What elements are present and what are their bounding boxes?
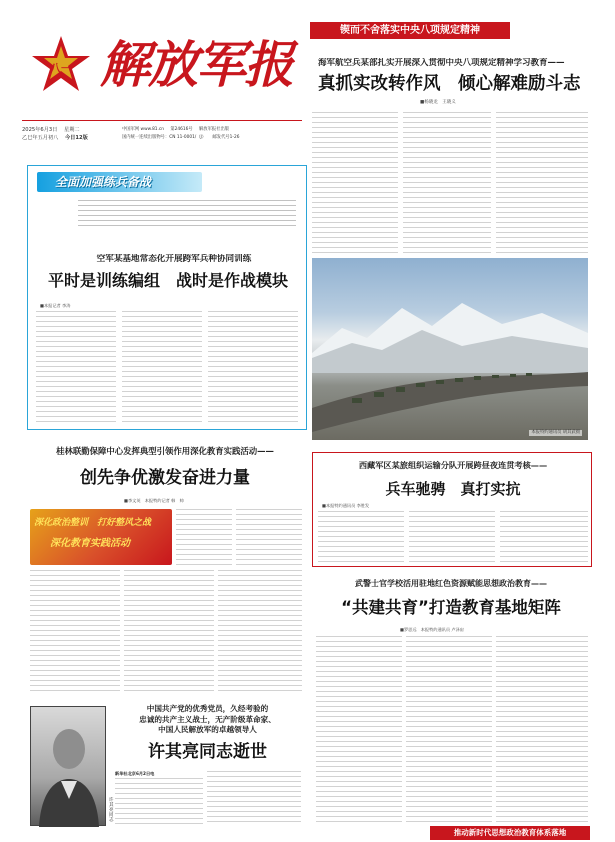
issue-pages: 今日12版 (64, 135, 88, 141)
training-editor-note (78, 200, 296, 228)
supply-column-4 (124, 570, 214, 695)
police-byline: ■罗思远 本报特约通讯员 卢泽宙 (400, 627, 464, 632)
portrait-label: 许其亮同志 (109, 798, 114, 823)
issue-weekday: 星期二 (64, 127, 80, 133)
supply-column-1 (176, 509, 232, 565)
army-star-emblem (30, 34, 92, 96)
education-badge-line-1: 深化政治整训 打好整风之战 (34, 518, 152, 528)
training-headline: 平时是训练编组 战时是作战模块 (47, 271, 288, 290)
convoy-photo (312, 258, 588, 440)
obituary-column-2 (207, 771, 301, 824)
training-banner (37, 172, 202, 192)
supply-column-5 (218, 570, 302, 695)
obituary-portrait (30, 706, 114, 826)
issue-lunar: 乙巳年五月初八 (22, 135, 59, 141)
cn-number: 国内统一连续出版物号：CN 11-0001/（J） (122, 135, 207, 140)
main-story-byline: ■杨晓龙 王晓义 (420, 100, 456, 105)
main-story-headline: 真抓实改转作风 倾心解难励斗志 (318, 74, 581, 94)
issue-date: 2025年6月3日 (22, 127, 58, 133)
masthead-logo: 解放军报 (100, 35, 292, 94)
obituary-intro (115, 704, 300, 736)
tibet-byline: ■本报特约通讯员 李胜发 (322, 503, 370, 508)
police-kicker: 武警士官学校活用驻地红色资源赋能思想政治教育—— (355, 579, 547, 588)
supply-column-3 (30, 570, 120, 695)
tibet-column-2 (409, 511, 495, 563)
training-byline: ■本报记者 李涛 (40, 303, 71, 308)
training-column-2 (122, 311, 202, 425)
police-column-1 (316, 636, 402, 824)
education-badge-line-2: 深化教育实践活动 (50, 538, 130, 549)
obituary-dateline: 新华社北京6月2日电 (115, 771, 155, 776)
police-column-3 (496, 636, 588, 824)
svg-text:八一: 八一 (50, 62, 72, 75)
training-column-3 (208, 311, 298, 425)
main-story-column-2 (403, 112, 491, 255)
police-column-2 (406, 636, 492, 824)
obituary-column-1 (115, 778, 203, 824)
obituary-line-2: 忠诚的共产主义战士，无产阶级革命家、 (139, 714, 276, 724)
masthead (22, 20, 302, 155)
obituary-line-3: 中国人民解放军的卓越领导人 (158, 725, 257, 734)
main-story-column-1 (312, 112, 398, 255)
website-link[interactable]: 中国军网 www.81.cn (122, 127, 164, 132)
supply-headline: 创先争优激发奋进力量 (80, 468, 250, 488)
training-column-1 (36, 311, 116, 425)
obituary-line-1: 中国共产党的优秀党员，久经考验的 (146, 704, 269, 713)
supply-kicker: 桂林联勤保障中心发挥典型引领作用深化教育实践活动—— (56, 446, 274, 456)
obituary-headline: 许其亮同志逝世 (148, 742, 267, 762)
bottom-right-banner: 推动新时代思想政治教育体系落地 (430, 826, 590, 840)
top-right-banner: 锲而不舍落实中央八项规定精神 (310, 22, 510, 39)
training-kicker: 空军某基地常态化开展跨军兵种协同训练 (96, 254, 252, 264)
main-story-kicker: 海军航空兵某部扎实开展深入贯彻中央八项规定精神学习教育—— (318, 58, 565, 68)
training-banner-label: 全面加强练兵备战 (55, 175, 152, 189)
supply-column-2 (236, 509, 302, 565)
supply-byline: ■李文英 本报特约记者 韩 帅 (124, 498, 184, 503)
photo-caption: 本报特约通讯员 胡其武摄 (531, 430, 580, 435)
tibet-kicker: 西藏军区某旅组织运输分队开展跨昼夜连贯考核—— (358, 460, 548, 470)
tibet-headline: 兵车驰骋 真打实抗 (385, 480, 521, 498)
tibet-column-1 (318, 511, 404, 563)
education-badge (30, 509, 172, 565)
issue-number: 第24616号 (170, 127, 193, 132)
main-story-column-3 (496, 112, 588, 255)
police-headline: “共建共育”打造教育基地矩阵 (341, 598, 561, 617)
postal-code: 邮发代号1-26 (212, 135, 240, 140)
tibet-column-3 (500, 511, 588, 563)
publisher: 解放军报社出版 (199, 127, 230, 132)
